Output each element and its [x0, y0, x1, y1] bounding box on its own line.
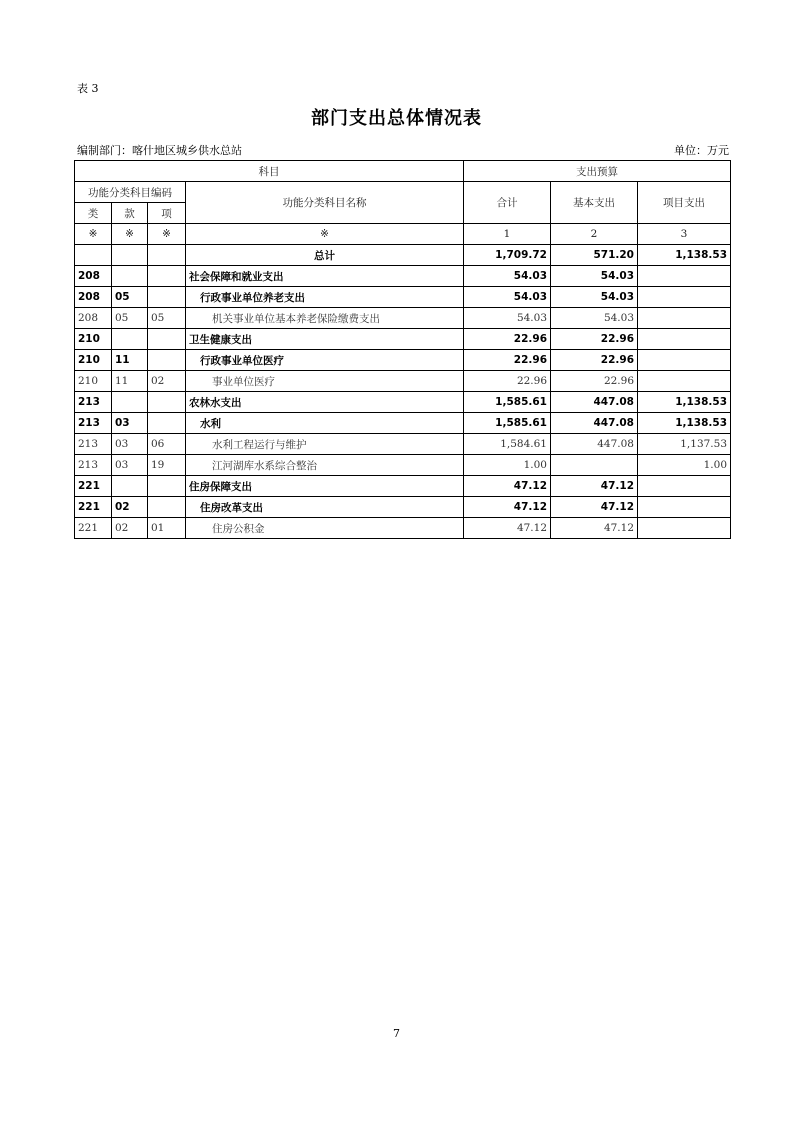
code-kuan-cell: 11 [112, 350, 148, 371]
subject-name-cell: 事业单位医疗 [186, 371, 464, 392]
code-xiang-cell: 05 [148, 308, 186, 329]
project-cell [638, 371, 731, 392]
total-cell: 1.00 [464, 455, 551, 476]
subject-name-cell: 住房公积金 [186, 518, 464, 539]
table-row [75, 455, 731, 476]
code-xiang-cell [148, 329, 186, 350]
department-label: 编制部门：喀什地区城乡供水总站 [77, 144, 242, 157]
code-kuan-cell: 02 [112, 497, 148, 518]
code-kuan-cell: 03 [112, 413, 148, 434]
table-row [75, 392, 731, 413]
code-kuan-cell: 03 [112, 434, 148, 455]
project-cell [638, 308, 731, 329]
basic-cell: 54.03 [551, 287, 638, 308]
subject-name-cell: 住房保障支出 [186, 476, 464, 497]
code-kuan-cell [112, 329, 148, 350]
code-kuan-cell: 05 [112, 308, 148, 329]
total-cell: 22.96 [464, 350, 551, 371]
total-project: 1,138.53 [638, 245, 731, 266]
code-kuan-cell: 03 [112, 455, 148, 476]
code-xiang-cell [148, 497, 186, 518]
code-xiang-cell [148, 476, 186, 497]
code-kuan-cell: 11 [112, 371, 148, 392]
basic-cell [551, 455, 638, 476]
basic-cell: 447.08 [551, 392, 638, 413]
total-basic: 571.20 [551, 245, 638, 266]
code-xiang-cell: 06 [148, 434, 186, 455]
code-xiang-cell [148, 350, 186, 371]
subject-name-cell: 卫生健康支出 [186, 329, 464, 350]
total-kuan [112, 245, 148, 266]
total-cell: 1,584.61 [464, 434, 551, 455]
header-lei: 类 [75, 203, 112, 224]
header-project: 项目支出 [638, 182, 731, 224]
table-row [75, 413, 731, 434]
code-lei-cell: 210 [75, 329, 112, 350]
total-cell: 22.96 [464, 371, 551, 392]
total-cell: 54.03 [464, 287, 551, 308]
code-lei-cell: 208 [75, 287, 112, 308]
total-cell: 54.03 [464, 266, 551, 287]
header-xiang: 项 [148, 203, 186, 224]
header-basic: 基本支出 [551, 182, 638, 224]
col-index-2: 2 [551, 224, 638, 245]
mark-cell: ※ [148, 224, 186, 245]
table-label: 表 3 [77, 82, 99, 95]
table-row [75, 329, 731, 350]
basic-cell: 47.12 [551, 497, 638, 518]
basic-cell: 447.08 [551, 434, 638, 455]
code-kuan-cell [112, 266, 148, 287]
code-lei-cell: 221 [75, 497, 112, 518]
header-name: 功能分类科目名称 [186, 182, 464, 224]
header-code-group: 功能分类科目编码 [75, 182, 186, 203]
subject-name-cell: 社会保障和就业支出 [186, 266, 464, 287]
code-lei-cell: 208 [75, 308, 112, 329]
total-xiang [148, 245, 186, 266]
table-row [75, 476, 731, 497]
basic-cell: 22.96 [551, 350, 638, 371]
header-budget: 支出预算 [464, 161, 731, 182]
code-lei-cell: 208 [75, 266, 112, 287]
project-cell [638, 350, 731, 371]
col-index-1: 1 [464, 224, 551, 245]
basic-cell: 54.03 [551, 308, 638, 329]
code-lei-cell: 210 [75, 371, 112, 392]
total-cell: 47.12 [464, 518, 551, 539]
code-lei-cell: 221 [75, 476, 112, 497]
subject-name-cell: 水利 [186, 413, 464, 434]
table-row [75, 518, 731, 539]
subject-name-cell: 住房改革支出 [186, 497, 464, 518]
code-xiang-cell [148, 266, 186, 287]
code-xiang-cell [148, 287, 186, 308]
page-number: 7 [393, 1027, 400, 1040]
table-row [75, 350, 731, 371]
mark-cell: ※ [75, 224, 112, 245]
code-kuan-cell [112, 476, 148, 497]
basic-cell: 22.96 [551, 371, 638, 392]
total-cell: 22.96 [464, 329, 551, 350]
project-cell: 1.00 [638, 455, 731, 476]
mark-cell: ※ [112, 224, 148, 245]
total-cell: 47.12 [464, 476, 551, 497]
header-row [75, 224, 731, 245]
table-row [75, 287, 731, 308]
subject-name-cell: 水利工程运行与维护 [186, 434, 464, 455]
subject-name-cell: 行政事业单位医疗 [186, 350, 464, 371]
basic-cell: 447.08 [551, 413, 638, 434]
total-row [75, 245, 731, 266]
page-title: 部门支出总体情况表 [311, 108, 482, 129]
code-xiang-cell [148, 392, 186, 413]
basic-cell: 22.96 [551, 329, 638, 350]
subject-name-cell: 行政事业单位养老支出 [186, 287, 464, 308]
code-xiang-cell: 01 [148, 518, 186, 539]
table-row [75, 434, 731, 455]
subject-name-cell: 机关事业单位基本养老保险缴费支出 [186, 308, 464, 329]
code-lei-cell: 213 [75, 413, 112, 434]
total-label: 总计 [186, 245, 464, 266]
project-cell [638, 287, 731, 308]
table-row [75, 371, 731, 392]
basic-cell: 47.12 [551, 518, 638, 539]
basic-cell: 54.03 [551, 266, 638, 287]
header-row [75, 182, 731, 203]
mark-cell: ※ [186, 224, 464, 245]
code-xiang-cell: 02 [148, 371, 186, 392]
project-cell: 1,138.53 [638, 392, 731, 413]
table-row [75, 497, 731, 518]
total-cell: 1,585.61 [464, 413, 551, 434]
code-kuan-cell: 02 [112, 518, 148, 539]
subject-name-cell: 农林水支出 [186, 392, 464, 413]
project-cell: 1,138.53 [638, 413, 731, 434]
code-lei-cell: 210 [75, 350, 112, 371]
subject-name-cell: 江河湖库水系综合整治 [186, 455, 464, 476]
project-cell [638, 329, 731, 350]
code-lei-cell: 213 [75, 434, 112, 455]
project-cell: 1,137.53 [638, 434, 731, 455]
total-sum: 1,709.72 [464, 245, 551, 266]
table-row [75, 266, 731, 287]
code-kuan-cell: 05 [112, 287, 148, 308]
col-index-3: 3 [638, 224, 731, 245]
code-xiang-cell: 19 [148, 455, 186, 476]
code-xiang-cell [148, 413, 186, 434]
project-cell [638, 266, 731, 287]
header-total: 合计 [464, 182, 551, 224]
total-cell: 54.03 [464, 308, 551, 329]
header-subject: 科目 [75, 161, 464, 182]
project-cell [638, 476, 731, 497]
project-cell [638, 497, 731, 518]
code-kuan-cell [112, 392, 148, 413]
table-row [75, 308, 731, 329]
project-cell [638, 518, 731, 539]
total-cell: 1,585.61 [464, 392, 551, 413]
code-lei-cell: 213 [75, 455, 112, 476]
code-lei-cell: 221 [75, 518, 112, 539]
total-lei [75, 245, 112, 266]
total-cell: 47.12 [464, 497, 551, 518]
expenditure-table [74, 160, 731, 539]
header-kuan: 款 [112, 203, 148, 224]
code-lei-cell: 213 [75, 392, 112, 413]
unit-label: 单位：万元 [674, 144, 729, 157]
header-row [75, 161, 731, 182]
basic-cell: 47.12 [551, 476, 638, 497]
